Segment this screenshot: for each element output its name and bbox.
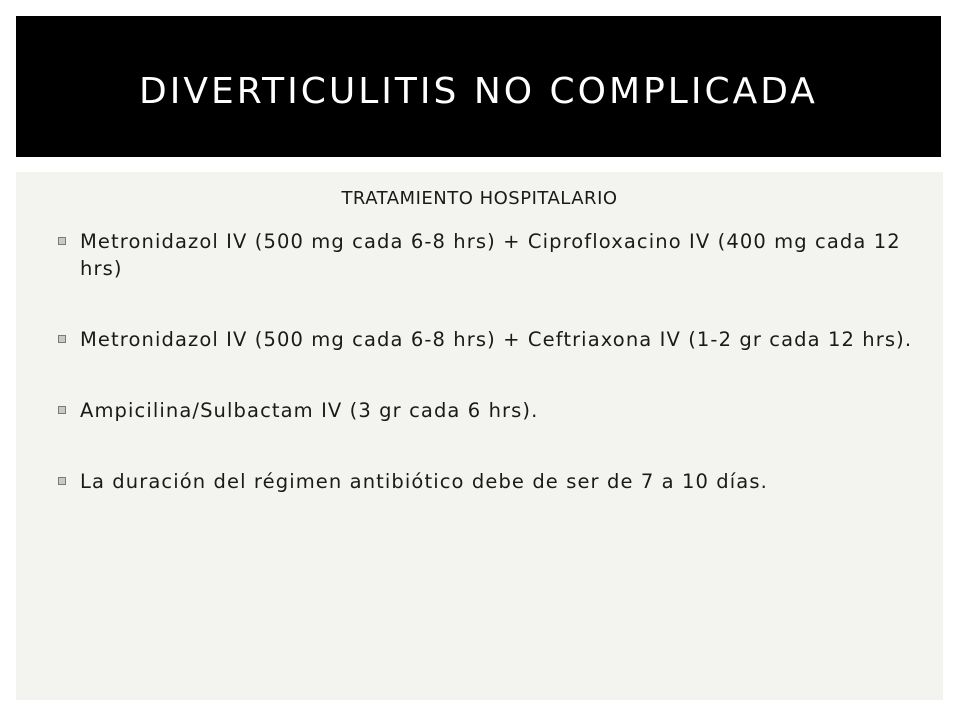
slide-title-bar — [16, 16, 941, 157]
list-item — [56, 397, 916, 424]
list-item-text: La duración del régimen antibiótico debe de ser de 7 a 10 días. — [80, 470, 768, 493]
list-item-text: Metronidazol IV (500 mg cada 6-8 hrs) + Ciprofloxacino IV (400 mg cada 12 hrs) — [80, 230, 901, 280]
list-item — [56, 468, 916, 495]
list-item-text: Ampicilina/Sulbactam IV (3 gr cada 6 hrs). — [80, 399, 539, 422]
square-bullet-icon — [58, 406, 66, 414]
list-item-text: Metronidazol IV (500 mg cada 6-8 hrs) + Ceftriaxona IV (1-2 gr cada 12 hrs). — [80, 328, 913, 351]
square-bullet-icon — [58, 335, 66, 343]
square-bullet-icon — [58, 237, 66, 245]
list-item — [56, 326, 916, 353]
list-item — [56, 228, 916, 282]
square-bullet-icon — [58, 477, 66, 485]
slide-title: DIVERTICULITIS NO COMPLICADA — [139, 71, 818, 112]
treatment-list — [56, 228, 916, 495]
slide-content — [16, 172, 943, 700]
section-subheading: TRATAMIENTO HOSPITALARIO — [341, 188, 618, 209]
